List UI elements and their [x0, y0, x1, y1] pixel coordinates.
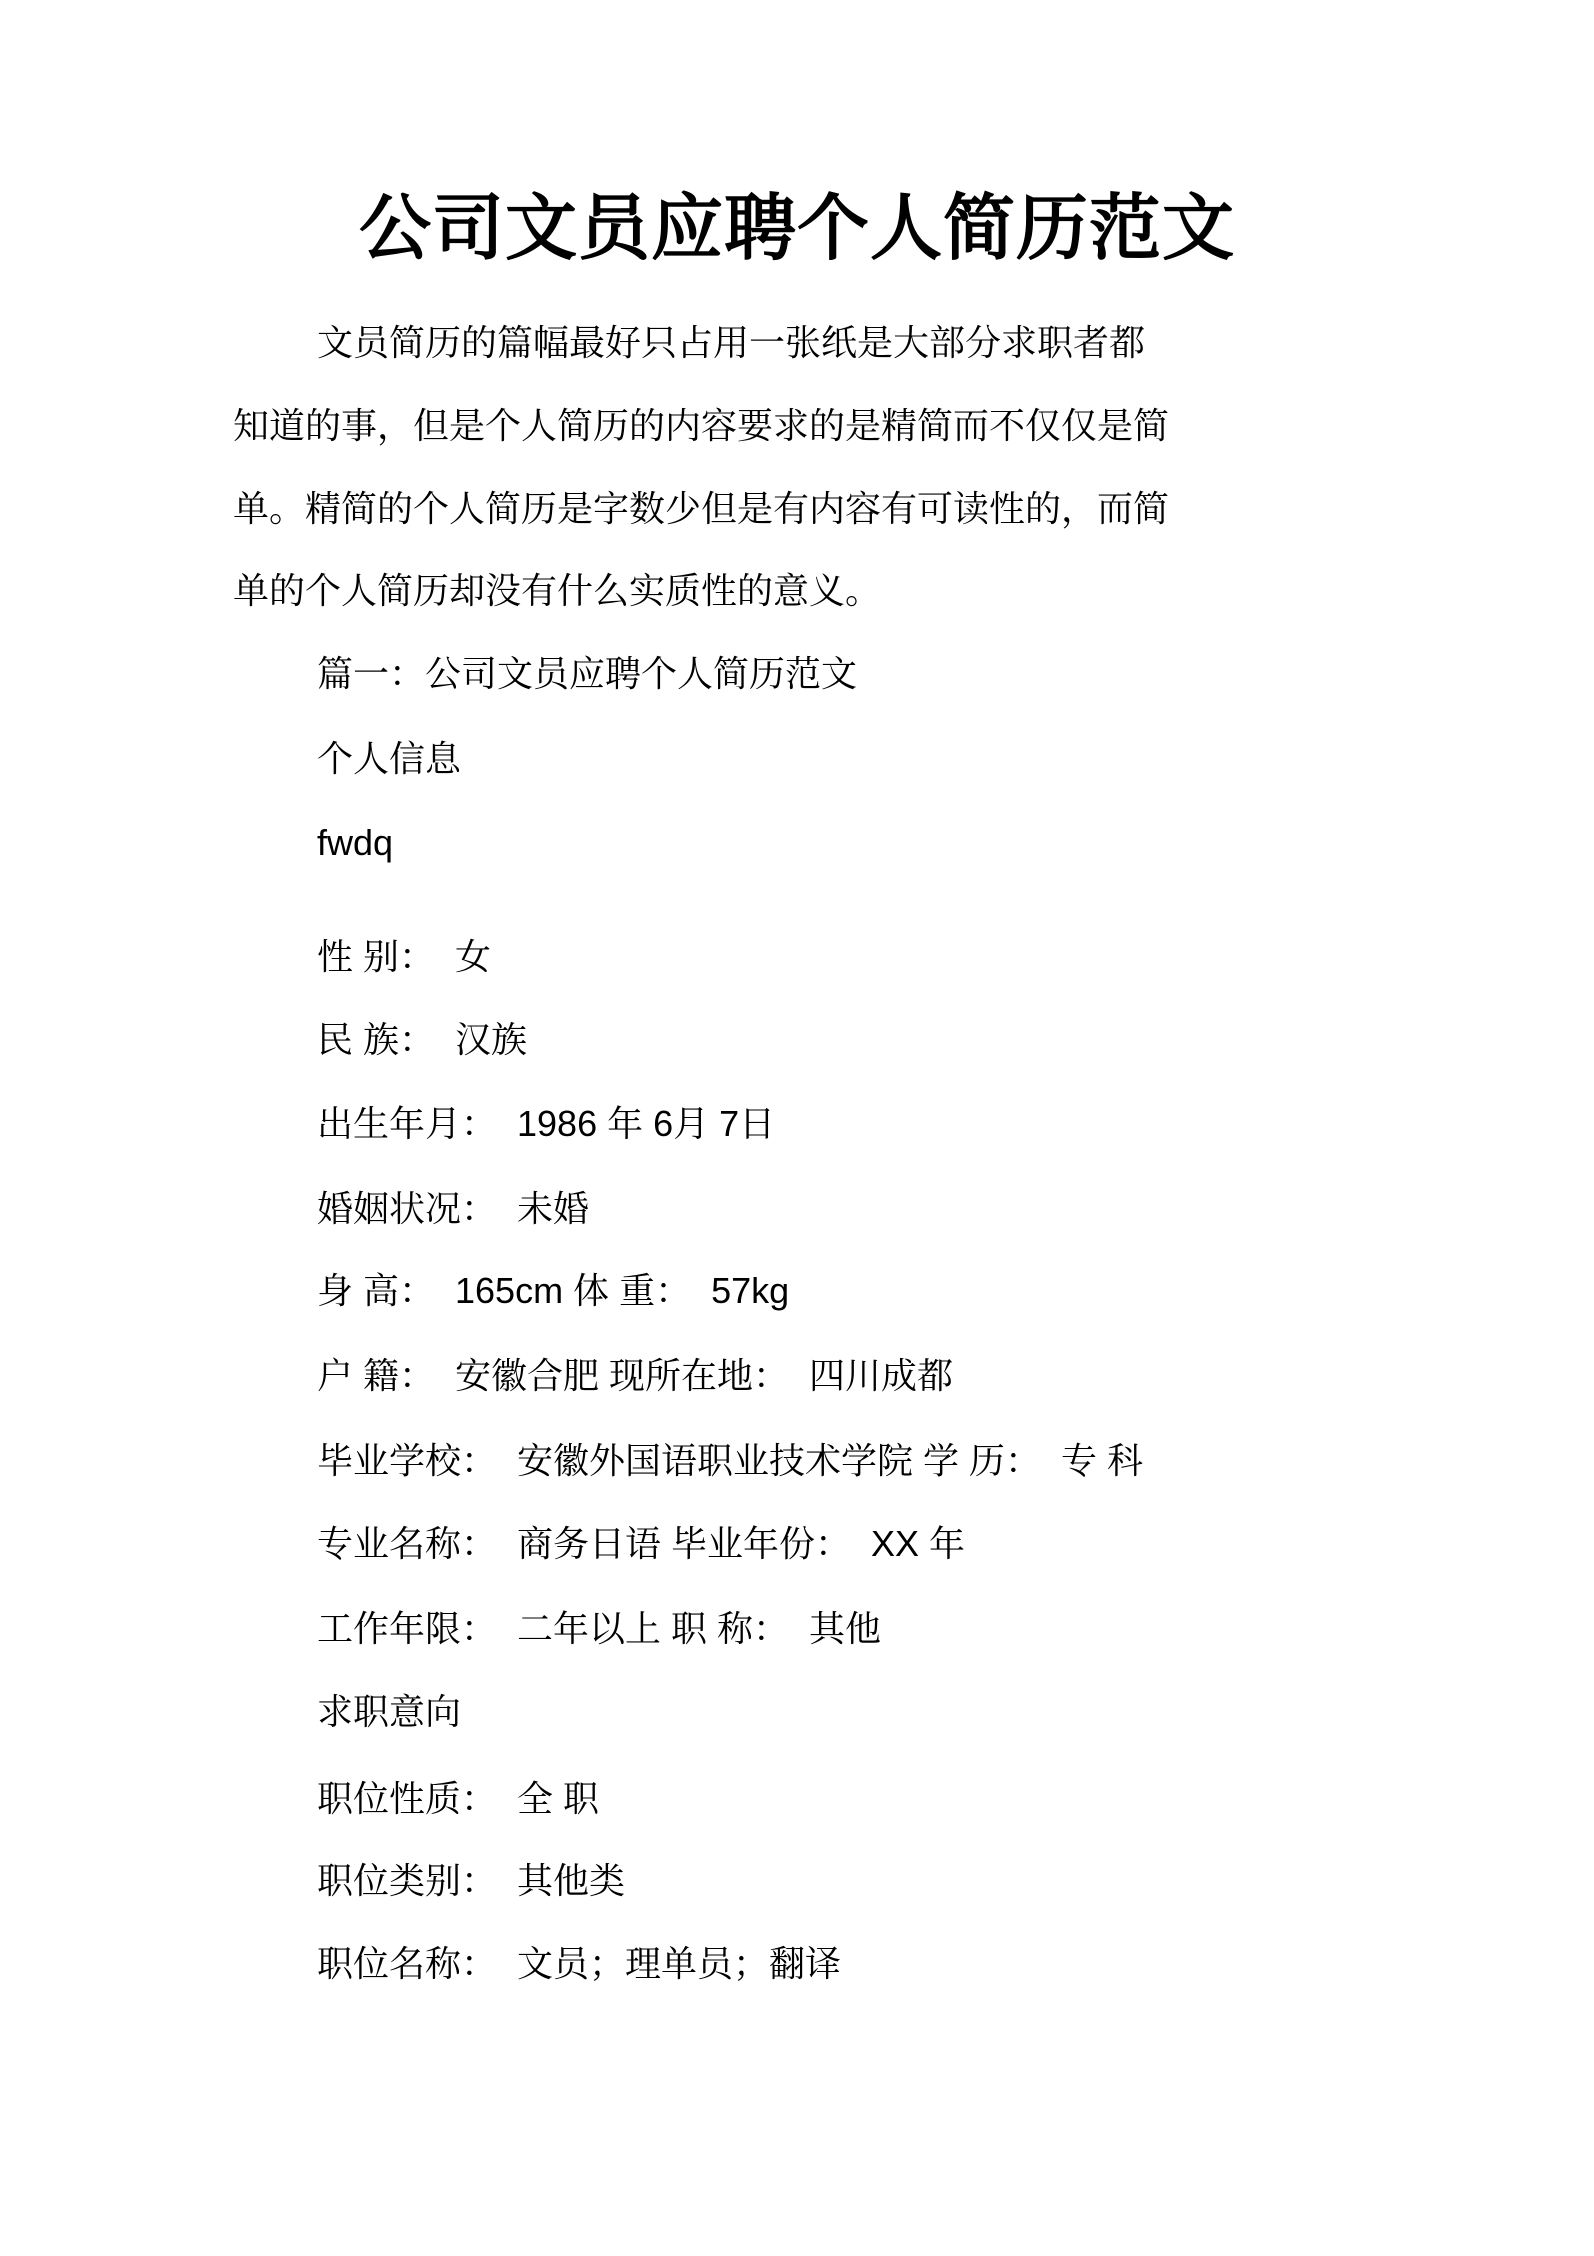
field-gender: 性 别： 女 [317, 936, 492, 977]
job-intention-heading: 求职意向 [317, 1691, 462, 1732]
intro-paragraph-line-2: 知道的事，但是个人简历的内容要求的是精简而不仅仅是简 [233, 405, 1170, 446]
applicant-name: fwdq [317, 822, 394, 863]
field-ethnicity: 民 族： 汉族 [317, 1019, 528, 1060]
field-residence-location: 户 籍： 安徽合肥 现所在地： 四川成都 [317, 1355, 954, 1396]
field-major-graduation-year: 专业名称： 商务日语 毕业年份： XX 年 [317, 1523, 966, 1564]
document-title: 公司文员应聘个人简历范文 [358, 189, 1235, 269]
intro-paragraph-line-1: 文员简历的篇幅最好只占用一张纸是大部分求职者都 [317, 322, 1146, 363]
field-height-weight: 身 高： 165cm 体 重： 57kg [317, 1270, 790, 1311]
field-birth-date: 出生年月： 1986 年 6月 7日 [317, 1103, 776, 1144]
field-school-education: 毕业学校： 安徽外国语职业技术学院 学 历： 专 科 [317, 1440, 1144, 1481]
field-marital-status: 婚姻状况： 未婚 [317, 1188, 590, 1229]
personal-info-heading: 个人信息 [317, 738, 462, 779]
field-work-years-title: 工作年限： 二年以上 职 称： 其他 [317, 1608, 882, 1649]
field-job-category: 职位类别： 其他类 [317, 1860, 626, 1901]
section-one-heading: 篇一：公司文员应聘个人简历范文 [317, 653, 858, 694]
intro-paragraph-line-3: 单。精简的个人简历是字数少但是有内容有可读性的，而简 [233, 488, 1170, 529]
intro-paragraph-line-4: 单的个人简历却没有什么实质性的意义。 [233, 570, 882, 611]
field-job-name: 职位名称： 文员；理单员；翻译 [317, 1943, 842, 1984]
field-job-nature: 职位性质： 全 职 [317, 1778, 600, 1819]
